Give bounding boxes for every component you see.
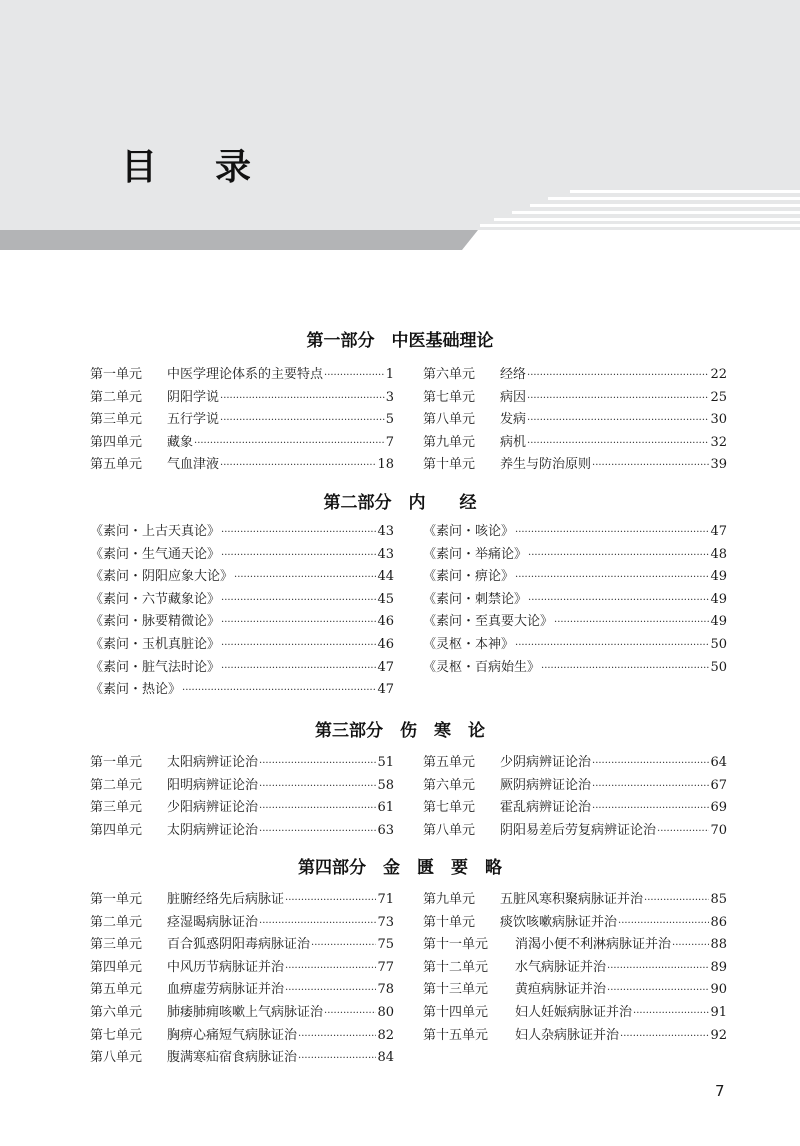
dot-leader (528, 545, 709, 568)
toc-entry-title: 胸痹心痛短气病脉证治 (167, 1027, 298, 1043)
toc-entry[interactable] (90, 387, 394, 410)
toc-entry[interactable] (90, 364, 394, 387)
toc-entry-unit: 第十单元 (423, 457, 476, 473)
toc-entry-title: 《素问・脏气法时论》 (90, 659, 221, 675)
toc-entry[interactable] (90, 1025, 394, 1048)
toc-entry[interactable] (90, 889, 394, 912)
toc-entry-title: 阴阳易差后劳复病辨证论治 (500, 822, 657, 838)
toc-entry-page: 86 (710, 914, 727, 930)
part-heading: 第四部分 金 匮 要 略 (298, 858, 502, 878)
toc-entry-page: 45 (377, 591, 394, 607)
toc-entry-unit: 第十单元 (423, 914, 476, 930)
toc-entry-page: 49 (710, 569, 727, 585)
toc-entry-title: 《素问・刺禁论》 (423, 591, 528, 607)
toc-entry-title: 太阴病辨证论治 (167, 822, 259, 838)
toc-entry-unit: 第四单元 (90, 434, 143, 450)
toc-entry-page: 7 (385, 434, 394, 450)
toc-entry-page: 67 (710, 777, 727, 793)
toc-entry-page: 58 (377, 777, 394, 793)
toc-entry-page: 90 (710, 982, 727, 998)
dot-leader (527, 410, 709, 433)
dot-leader (592, 753, 709, 776)
toc-entry-page: 89 (710, 959, 727, 975)
toc-entry-unit: 第十四单元 (423, 1004, 489, 1020)
toc-entry-page: 50 (710, 636, 727, 652)
toc-entry-title: 阳明病辨证论治 (167, 777, 259, 793)
toc-entry-unit: 第十一单元 (423, 937, 489, 953)
toc-entry[interactable] (423, 521, 727, 544)
toc-entry[interactable] (90, 679, 394, 702)
toc-entry-page: 92 (710, 1027, 727, 1043)
toc-entry[interactable] (90, 957, 394, 980)
toc-entry-page: 73 (377, 914, 394, 930)
dot-leader (528, 590, 709, 613)
toc-entry-unit: 第九单元 (423, 434, 476, 450)
dot-leader (607, 958, 709, 981)
toc-entry[interactable] (90, 979, 394, 1002)
dot-leader (527, 365, 709, 388)
dot-leader (221, 635, 376, 658)
toc-entry-title: 少阴病辨证论治 (500, 755, 592, 770)
toc-entry-page: 39 (710, 457, 727, 473)
toc-entry-page: 5 (385, 412, 394, 428)
toc-entry-title: 《素问・阴阳应象大论》 (90, 569, 234, 585)
toc-entry-title: 发病 (500, 412, 527, 428)
toc-entry[interactable] (90, 1047, 394, 1070)
toc-entry-page: 48 (710, 546, 727, 562)
dot-leader (592, 455, 709, 478)
toc-entry-unit: 第四单元 (90, 822, 143, 838)
toc-entry-page: 82 (377, 1027, 394, 1043)
toc-entry-unit: 第七单元 (423, 800, 476, 816)
toc-entry-title: 水气病脉证并治 (515, 959, 607, 975)
toc-entry-unit: 第二单元 (90, 777, 143, 793)
toc-entry-page: 71 (377, 892, 394, 907)
toc-entry[interactable] (423, 912, 727, 935)
toc-entry-page: 63 (377, 822, 394, 838)
toc-entry-unit: 第十五单元 (423, 1027, 489, 1043)
toc-entry-unit: 第七单元 (90, 1027, 143, 1043)
toc-entry-page: 49 (710, 591, 727, 607)
toc-entry-page: 75 (377, 937, 394, 953)
toc-entry-title: 《素问・玉机真脏论》 (90, 636, 221, 652)
toc-entry-title: 少阳病辨证论治 (167, 800, 259, 816)
toc-entry-unit: 第六单元 (90, 1004, 143, 1020)
toc-entry-unit: 第三单元 (90, 937, 143, 953)
toc-entry-page: 77 (377, 959, 394, 975)
toc-entry-page: 46 (377, 636, 394, 652)
toc-column-right (423, 752, 727, 842)
toc-entry-unit: 第一单元 (90, 367, 143, 382)
toc-entry-unit: 第二单元 (90, 914, 143, 930)
dot-leader (194, 433, 385, 456)
dot-leader (298, 1026, 376, 1049)
dot-leader (234, 567, 376, 590)
toc-entry[interactable] (90, 775, 394, 798)
dot-leader (182, 680, 376, 703)
toc-column-right (423, 889, 727, 1047)
toc-entry-page: 3 (385, 389, 394, 405)
toc-entry[interactable] (423, 364, 727, 387)
dot-leader (672, 935, 709, 958)
toc-entry-title: 痉湿暍病脉证治 (167, 914, 259, 930)
dot-leader (324, 365, 385, 388)
toc-entry[interactable] (423, 775, 727, 798)
toc-entry[interactable] (423, 387, 727, 410)
toc-entry[interactable] (90, 797, 394, 820)
dot-leader (220, 388, 385, 411)
toc-entry-unit: 第六单元 (423, 367, 476, 382)
toc-entry-title: 妇人妊娠病脉证并治 (515, 1004, 633, 1020)
toc-entry-page: 43 (377, 524, 394, 539)
dot-leader (633, 1003, 709, 1026)
toc-entry-unit: 第一单元 (90, 755, 143, 770)
dot-leader (259, 776, 376, 799)
toc-entry-title: 肺痿肺痈咳嗽上气病脉证治 (167, 1004, 324, 1020)
dot-leader (220, 410, 385, 433)
dot-leader (618, 913, 709, 936)
toc-entry-title: 《素问・痹论》 (423, 569, 515, 585)
toc-entry-title: 《素问・热论》 (90, 682, 182, 698)
toc-entry-title: 《素问・上古天真论》 (90, 524, 221, 539)
toc-entry[interactable] (423, 432, 727, 455)
toc-entry[interactable] (423, 752, 727, 775)
dot-leader (324, 1003, 376, 1026)
toc-entry-unit: 第十三单元 (423, 982, 489, 998)
toc-entry[interactable] (90, 544, 394, 567)
toc-entry[interactable] (423, 1025, 727, 1048)
part-heading: 第一部分 中医基础理论 (306, 331, 494, 351)
toc-entry-unit: 第十二单元 (423, 959, 489, 975)
toc-entry[interactable] (423, 957, 727, 980)
toc-entry-title: 中风历节病脉证并治 (167, 959, 285, 975)
toc-entry[interactable] (90, 409, 394, 432)
dot-leader (221, 658, 376, 681)
toc-entry-page: 61 (377, 800, 394, 816)
toc-entry-page: 51 (377, 755, 394, 770)
toc-entry-title: 《素问・举痛论》 (423, 546, 528, 562)
dot-leader (515, 567, 709, 590)
toc-entry-title: 中医学理论体系的主要特点 (167, 367, 324, 382)
toc-entry-title: 太阳病辨证论治 (167, 755, 259, 770)
toc-entry-page: 64 (710, 755, 727, 770)
toc-entry-page: 70 (710, 822, 727, 838)
dot-leader (259, 798, 376, 821)
dot-leader (285, 890, 376, 913)
dot-leader (285, 958, 376, 981)
toc-entry-title: 消渴小便不利淋病脉证并治 (515, 937, 672, 953)
toc-entry-page: 84 (377, 1050, 394, 1066)
toc-column-right (423, 521, 727, 679)
dot-leader (311, 935, 376, 958)
toc-entry-title: 《素问・至真要大论》 (423, 614, 554, 630)
toc-entry-unit: 第八单元 (423, 822, 476, 838)
toc-entry[interactable] (423, 657, 727, 680)
dot-leader (644, 890, 709, 913)
toc-entry-unit: 第五单元 (90, 982, 143, 998)
toc-entry-unit: 第五单元 (90, 457, 143, 473)
toc-entry-title: 妇人杂病脉证并治 (515, 1027, 620, 1043)
toc-entry-title: 五行学说 (167, 412, 220, 428)
toc-entry[interactable] (423, 611, 727, 634)
toc-entry-title: 经络 (500, 367, 527, 382)
toc-entry[interactable] (90, 454, 394, 477)
toc-entry-title: 病机 (500, 434, 527, 450)
dot-leader (221, 590, 376, 613)
dot-leader (592, 776, 709, 799)
toc-entry-unit: 第二单元 (90, 389, 143, 405)
toc-entry-page: 18 (377, 457, 394, 473)
toc-entry-unit: 第六单元 (423, 777, 476, 793)
toc-entry[interactable] (90, 611, 394, 634)
toc-entry-page: 80 (377, 1004, 394, 1020)
toc-entry-title: 脏腑经络先后病脉证 (167, 892, 285, 907)
dot-leader (620, 1026, 709, 1049)
toc-entry[interactable] (90, 1002, 394, 1025)
toc-entry-title: 《素问・六节藏象论》 (90, 591, 221, 607)
toc-entry-title: 霍乱病辨证论治 (500, 800, 592, 816)
dot-leader (221, 545, 376, 568)
toc-entry[interactable] (423, 889, 727, 912)
toc-entry[interactable] (423, 566, 727, 589)
toc-entry-unit: 第三单元 (90, 412, 143, 428)
toc-entry-title: 痰饮咳嗽病脉证并治 (500, 914, 618, 930)
dot-leader (285, 980, 376, 1003)
toc-entry-unit: 第五单元 (423, 755, 476, 770)
toc-entry[interactable] (423, 454, 727, 477)
toc-entry-unit: 第七单元 (423, 389, 476, 405)
toc-column-left (90, 521, 394, 702)
toc-entry-unit: 第三单元 (90, 800, 143, 816)
toc-entry-title: 病因 (500, 389, 527, 405)
dot-leader (541, 658, 709, 681)
toc-entry-title: 《素问・生气通天论》 (90, 546, 221, 562)
dot-leader (259, 913, 376, 936)
toc-entry-page: 91 (710, 1004, 727, 1020)
toc-column-left (90, 364, 394, 477)
toc-entry-title: 黄疸病脉证并治 (515, 982, 607, 998)
toc-entry[interactable] (90, 752, 394, 775)
toc-entry-title: 气血津液 (167, 457, 220, 473)
toc-entry[interactable] (90, 634, 394, 657)
dot-leader (592, 798, 709, 821)
toc-entry-title: 阴阳学说 (167, 389, 220, 405)
toc-entry[interactable] (90, 657, 394, 680)
toc-entry[interactable] (90, 521, 394, 544)
dot-leader (259, 753, 376, 776)
dot-leader (515, 522, 709, 545)
dot-leader (527, 433, 709, 456)
toc-entry-unit: 第一单元 (90, 892, 143, 907)
toc-entry[interactable] (90, 566, 394, 589)
toc-column-right (423, 364, 727, 477)
toc-entry[interactable] (90, 912, 394, 935)
toc-entry-page: 85 (710, 892, 727, 907)
toc-entry-title: 腹满寒疝宿食病脉证治 (167, 1050, 298, 1066)
dot-leader (657, 821, 709, 844)
toc-entry[interactable] (423, 589, 727, 612)
part-heading: 第三部分 伤 寒 论 (315, 721, 485, 741)
toc-entry[interactable] (90, 934, 394, 957)
toc-entry-page: 32 (710, 434, 727, 450)
toc-entry-page: 25 (710, 389, 727, 405)
toc-entry-page: 47 (377, 682, 394, 698)
toc-entry[interactable] (423, 634, 727, 657)
page-title: 目录 (121, 147, 310, 188)
toc-entry-title: 厥阴病辨证论治 (500, 777, 592, 793)
dot-leader (221, 612, 376, 635)
toc-entry[interactable] (423, 544, 727, 567)
toc-entry-page: 22 (710, 367, 727, 382)
toc-entry-title: 藏象 (167, 434, 194, 450)
header-band (0, 0, 800, 250)
toc-entry-title: 《灵枢・百病始生》 (423, 659, 541, 675)
toc-entry-page: 47 (377, 659, 394, 675)
part-heading: 第二部分 内 经 (323, 493, 477, 513)
toc-entry[interactable] (423, 934, 727, 957)
toc-entry-page: 49 (710, 614, 727, 630)
dot-leader (221, 522, 376, 545)
toc-column-left (90, 752, 394, 842)
toc-entry-page: 44 (377, 569, 394, 585)
toc-entry-title: 《素问・脉要精微论》 (90, 614, 221, 630)
toc-entry-title: 《素问・咳论》 (423, 524, 515, 539)
dot-leader (220, 455, 376, 478)
toc-entry-page: 69 (710, 800, 727, 816)
toc-entry-page: 47 (710, 524, 727, 539)
toc-entry-page: 88 (710, 937, 727, 953)
toc-entry[interactable] (423, 1002, 727, 1025)
dot-leader (527, 388, 709, 411)
toc-entry-unit: 第八单元 (90, 1050, 143, 1066)
dot-leader (607, 980, 709, 1003)
toc-entry-unit: 第八单元 (423, 412, 476, 428)
toc-entry-page: 50 (710, 659, 727, 675)
toc-entry-page: 30 (710, 412, 727, 428)
toc-entry-title: 血痹虚劳病脉证并治 (167, 982, 285, 998)
toc-entry-title: 《灵枢・本神》 (423, 636, 515, 652)
toc-entry-page: 78 (377, 982, 394, 998)
dot-leader (515, 635, 709, 658)
toc-entry[interactable] (423, 979, 727, 1002)
dot-leader (554, 612, 709, 635)
toc-entry-title: 五脏风寒积聚病脉证并治 (500, 892, 644, 907)
toc-entry-unit: 第九单元 (423, 892, 476, 907)
toc-entry[interactable] (90, 589, 394, 612)
toc-entry[interactable] (423, 820, 727, 843)
dot-leader (298, 1048, 376, 1071)
dot-leader (259, 821, 376, 844)
toc-entry-title: 养生与防治原则 (500, 457, 592, 473)
toc-entry[interactable] (90, 820, 394, 843)
toc-entry-title: 百合狐惑阴阳毒病脉证治 (167, 937, 311, 953)
toc-column-left (90, 889, 394, 1070)
page-number: 7 (715, 1082, 725, 1100)
toc-entry-page: 1 (385, 367, 394, 382)
toc-entry[interactable] (90, 432, 394, 455)
toc-entry-unit: 第四单元 (90, 959, 143, 975)
toc-entry-page: 43 (377, 546, 394, 562)
toc-entry[interactable] (423, 409, 727, 432)
toc-entry-page: 46 (377, 614, 394, 630)
toc-entry[interactable] (423, 797, 727, 820)
